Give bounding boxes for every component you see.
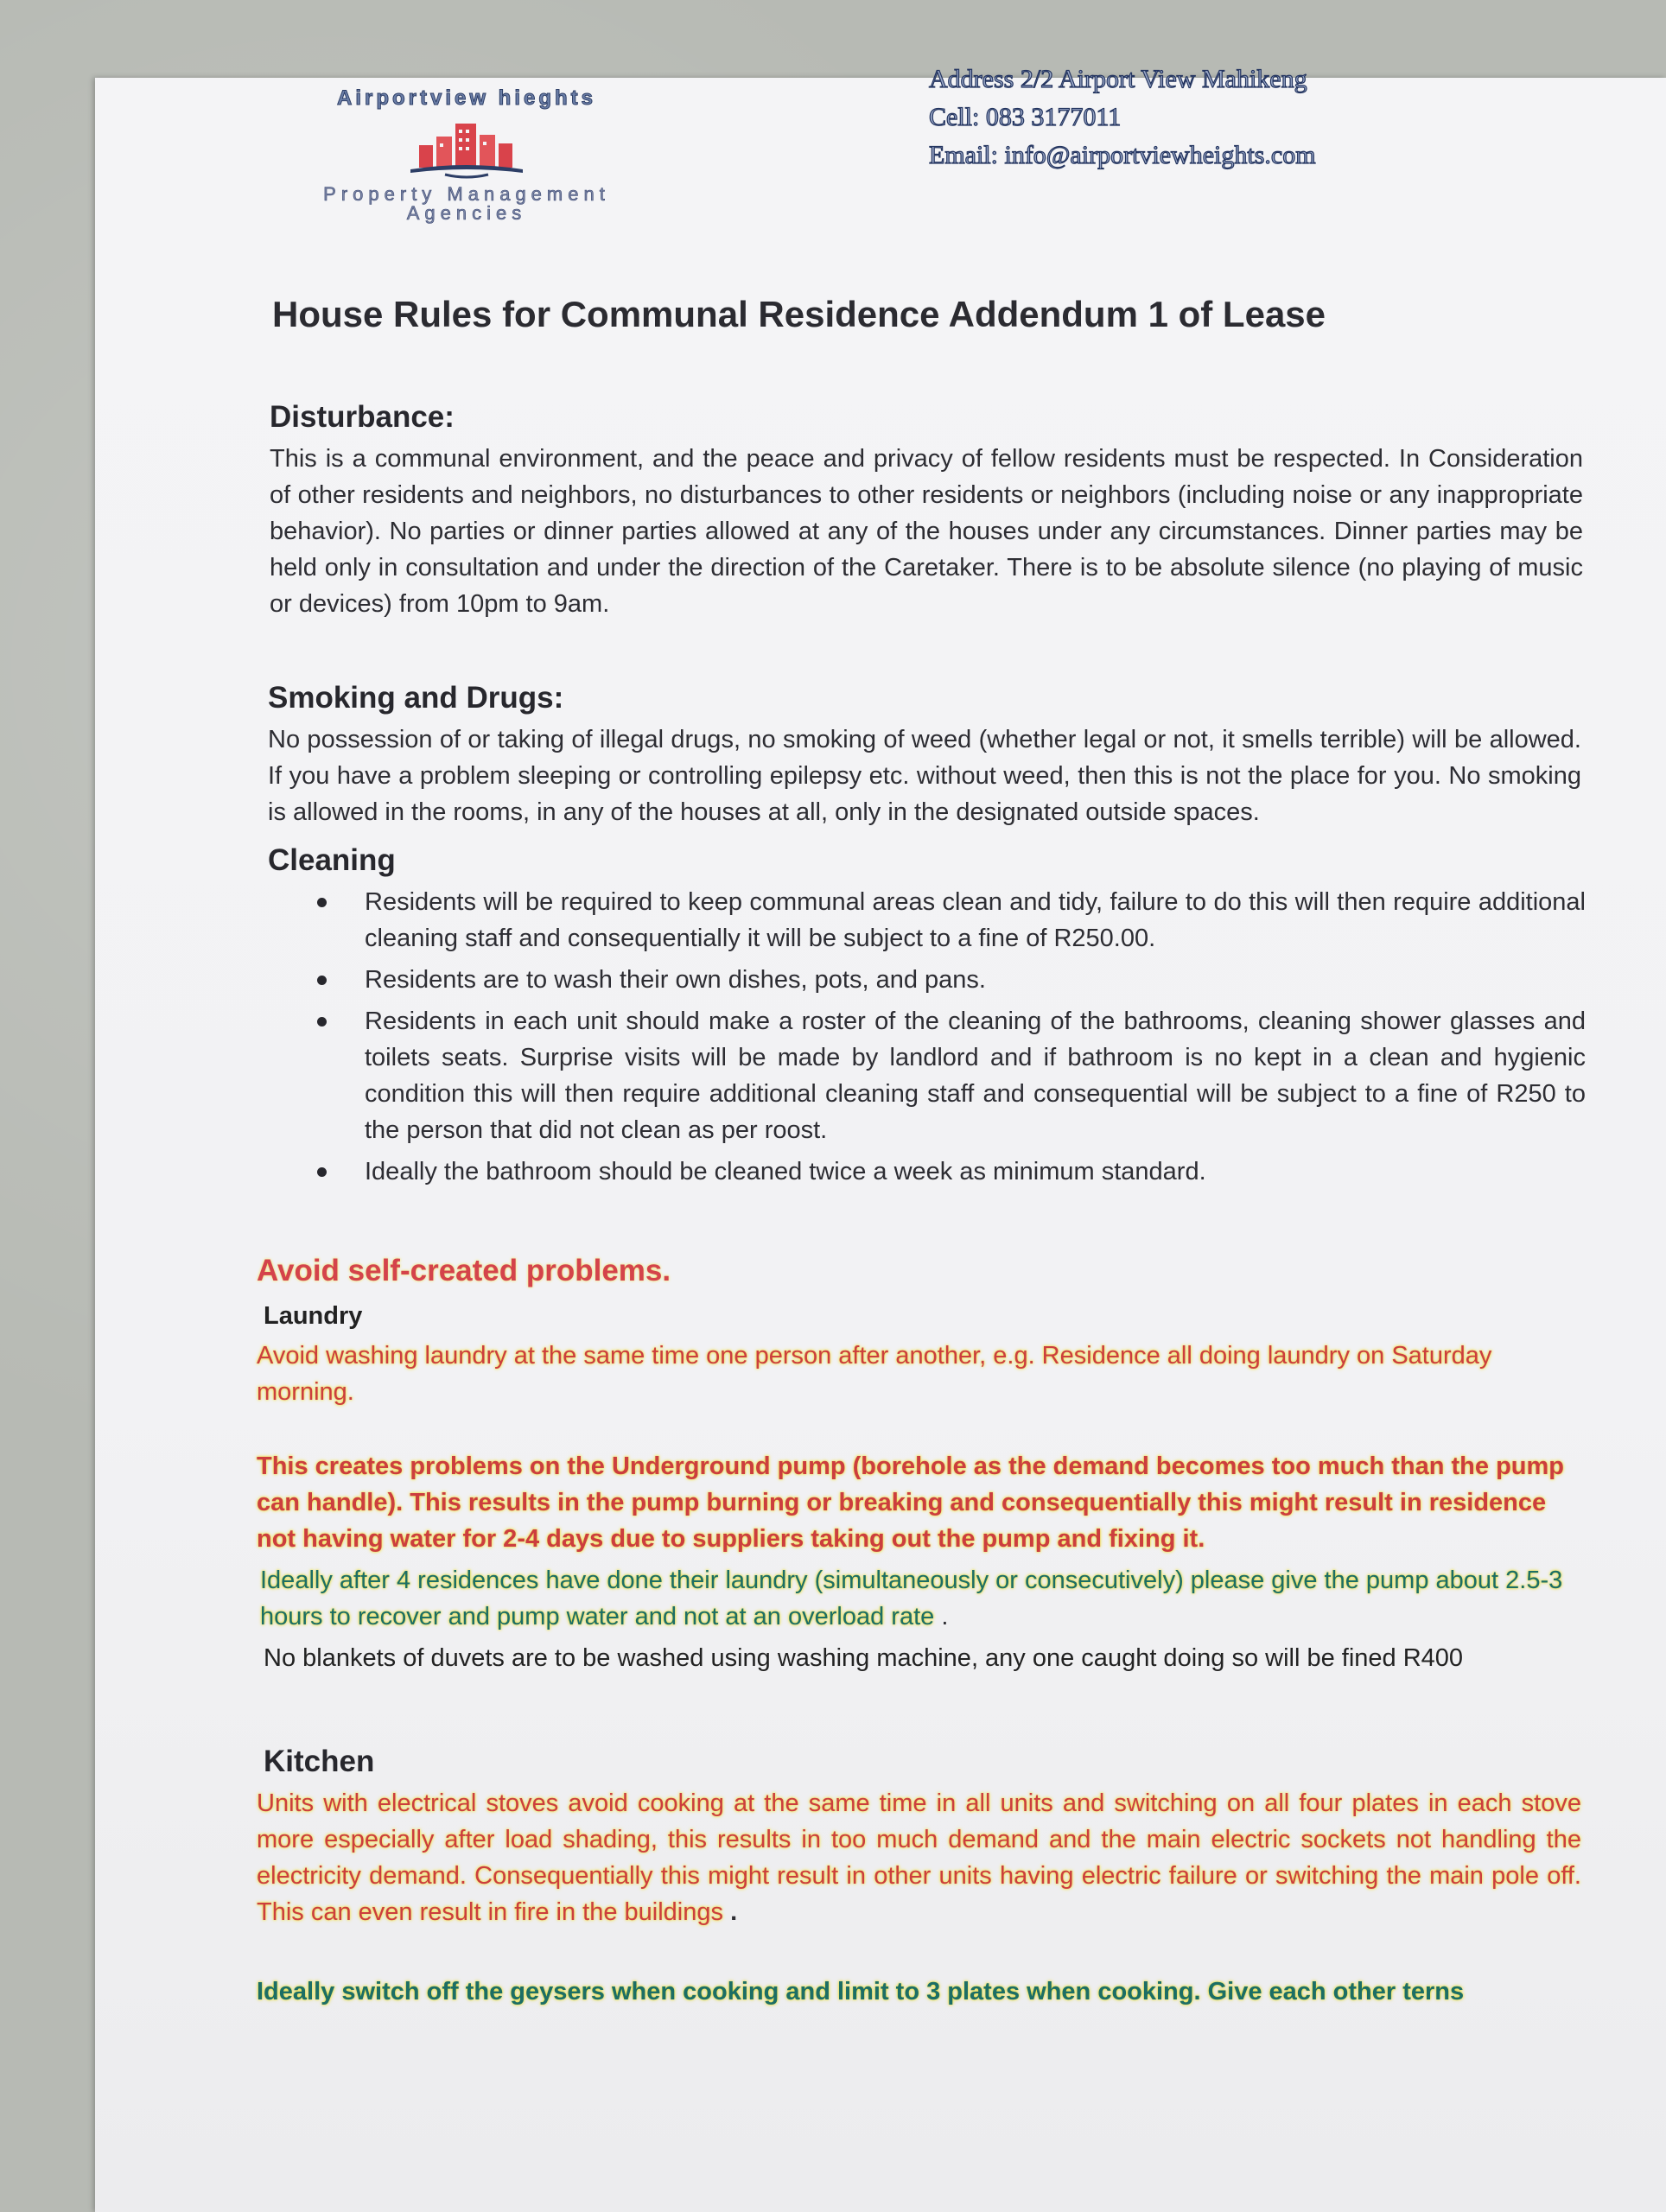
smoking-heading: Smoking and Drugs:	[268, 681, 564, 715]
list-item: Ideally the bathroom should be cleaned twice a week as minimum standard.	[365, 1154, 1586, 1190]
logo-bottom-line1: Property Management	[323, 183, 610, 205]
list-item: Residents will be required to keep communal areas clean and tidy, failure to do this will then require additional cleaning staff and consequentially it will be subject to a fine of R250.00.	[365, 884, 1586, 957]
contact-block	[929, 60, 1465, 175]
disturbance-heading: Disturbance:	[270, 400, 455, 434]
logo-top-text: Airportview hieghts	[336, 86, 597, 110]
laundry-heading: Laundry	[264, 1302, 363, 1330]
cell-text: Cell: 083 3177011	[929, 103, 1122, 131]
laundry-text: Avoid washing laundry at the same time one person after another, e.g. Residence all doing laundry on Saturday morning.	[257, 1342, 1492, 1406]
recover-paragraph	[257, 1562, 1579, 1635]
blankets-text: No blankets of duvets are to be washed using washing machine, any one caught doing so will be fined R400	[264, 1644, 1464, 1672]
cleaning-heading: Cleaning	[268, 843, 396, 877]
cleaning-list	[268, 884, 1586, 1190]
kitchen-heading: Kitchen	[264, 1745, 375, 1778]
kitchen-paragraph	[257, 1785, 1581, 1930]
pump-warning-text: This creates problems on the Underground pump (borehole as the demand becomes too much than the pump can handle). This results in the pump burning or breaking and consequentially this might result in residence not having water for 2-4 days due to suppliers taking out the pump and fixing it.	[257, 1452, 1564, 1553]
disturbance-text: This is a communal environment, and the peace and privacy of fellow residents must be respected. In Consideration of other residents and neighbors, no disturbances to other residents or neighbors (including noise or any inappropriate behavior). No parties or dinner parties allowed at any of the houses under any circumstances. Dinner parties may be held only in consultation and under the direction of the Caretaker. There is to be absolute silence (no playing of music or devices) from 10pm to 9am.	[270, 445, 1583, 618]
smoking-section	[268, 680, 1581, 830]
page-title: House Rules for Communal Residence Addendum 1 of Lease	[272, 294, 1326, 334]
recover-text: Ideally after 4 residences have done their laundry (simultaneously or consecutively) please give the pump about 2.5-3 hours to recover and pump water and not at an overload rate	[260, 1567, 1563, 1630]
list-item: Residents in each unit should make a roster of the cleaning of the bathrooms, cleaning shower glasses and toilets seats. Surprise visits will be made by landlord and if bathroom is no kept in a clean and hygienic condition this will then require additional cleaning staff and consequential will be subject to a fine of R250 to the person that did not clean as per roost.	[365, 1003, 1586, 1148]
smoking-text: No possession of or taking of illegal drugs, no smoking of weed (whether legal or not, it smells terrible) will be allowed. If you have a problem sleeping or controlling epilepsy etc. without weed, then this is not the place for you. No smoking is allowed in the rooms, in any of the houses at all, only in the designated outside spaces.	[268, 726, 1581, 826]
list-item: Residents are to wash their own dishes, pots, and pans.	[365, 962, 1586, 998]
kitchen-section	[257, 1744, 1581, 2010]
avoid-section	[257, 1253, 1579, 1676]
cleaning-section	[268, 842, 1586, 1195]
avoid-heading: Avoid self-created problems.	[257, 1254, 671, 1287]
email-text: Email: info@airportviewheights.com	[929, 141, 1316, 169]
address-text: Address 2/2 Airport View Mahikeng	[929, 65, 1307, 93]
recover-period: .	[941, 1603, 949, 1630]
kitchen-text: Units with electrical stoves avoid cooking at the same time in all units and switching on all four plates in each stove more especially after load shading, this results in too much demand and the main electric sockets not handling the electricity demand. Consequentially this might result in other units having electric failure or switching the main pole off. This can even result in fire in the buildings	[257, 1789, 1581, 1926]
kitchen-advice: Ideally switch off the geysers when cooking and limit to 3 plates when cooking. Give each other terns	[257, 1978, 1465, 2005]
logo-bottom-line2: Agencies	[406, 202, 527, 224]
company-logo	[207, 86, 726, 225]
building-logo-icon	[402, 119, 531, 180]
kitchen-period: .	[730, 1898, 738, 1926]
disturbance-section	[270, 399, 1583, 622]
